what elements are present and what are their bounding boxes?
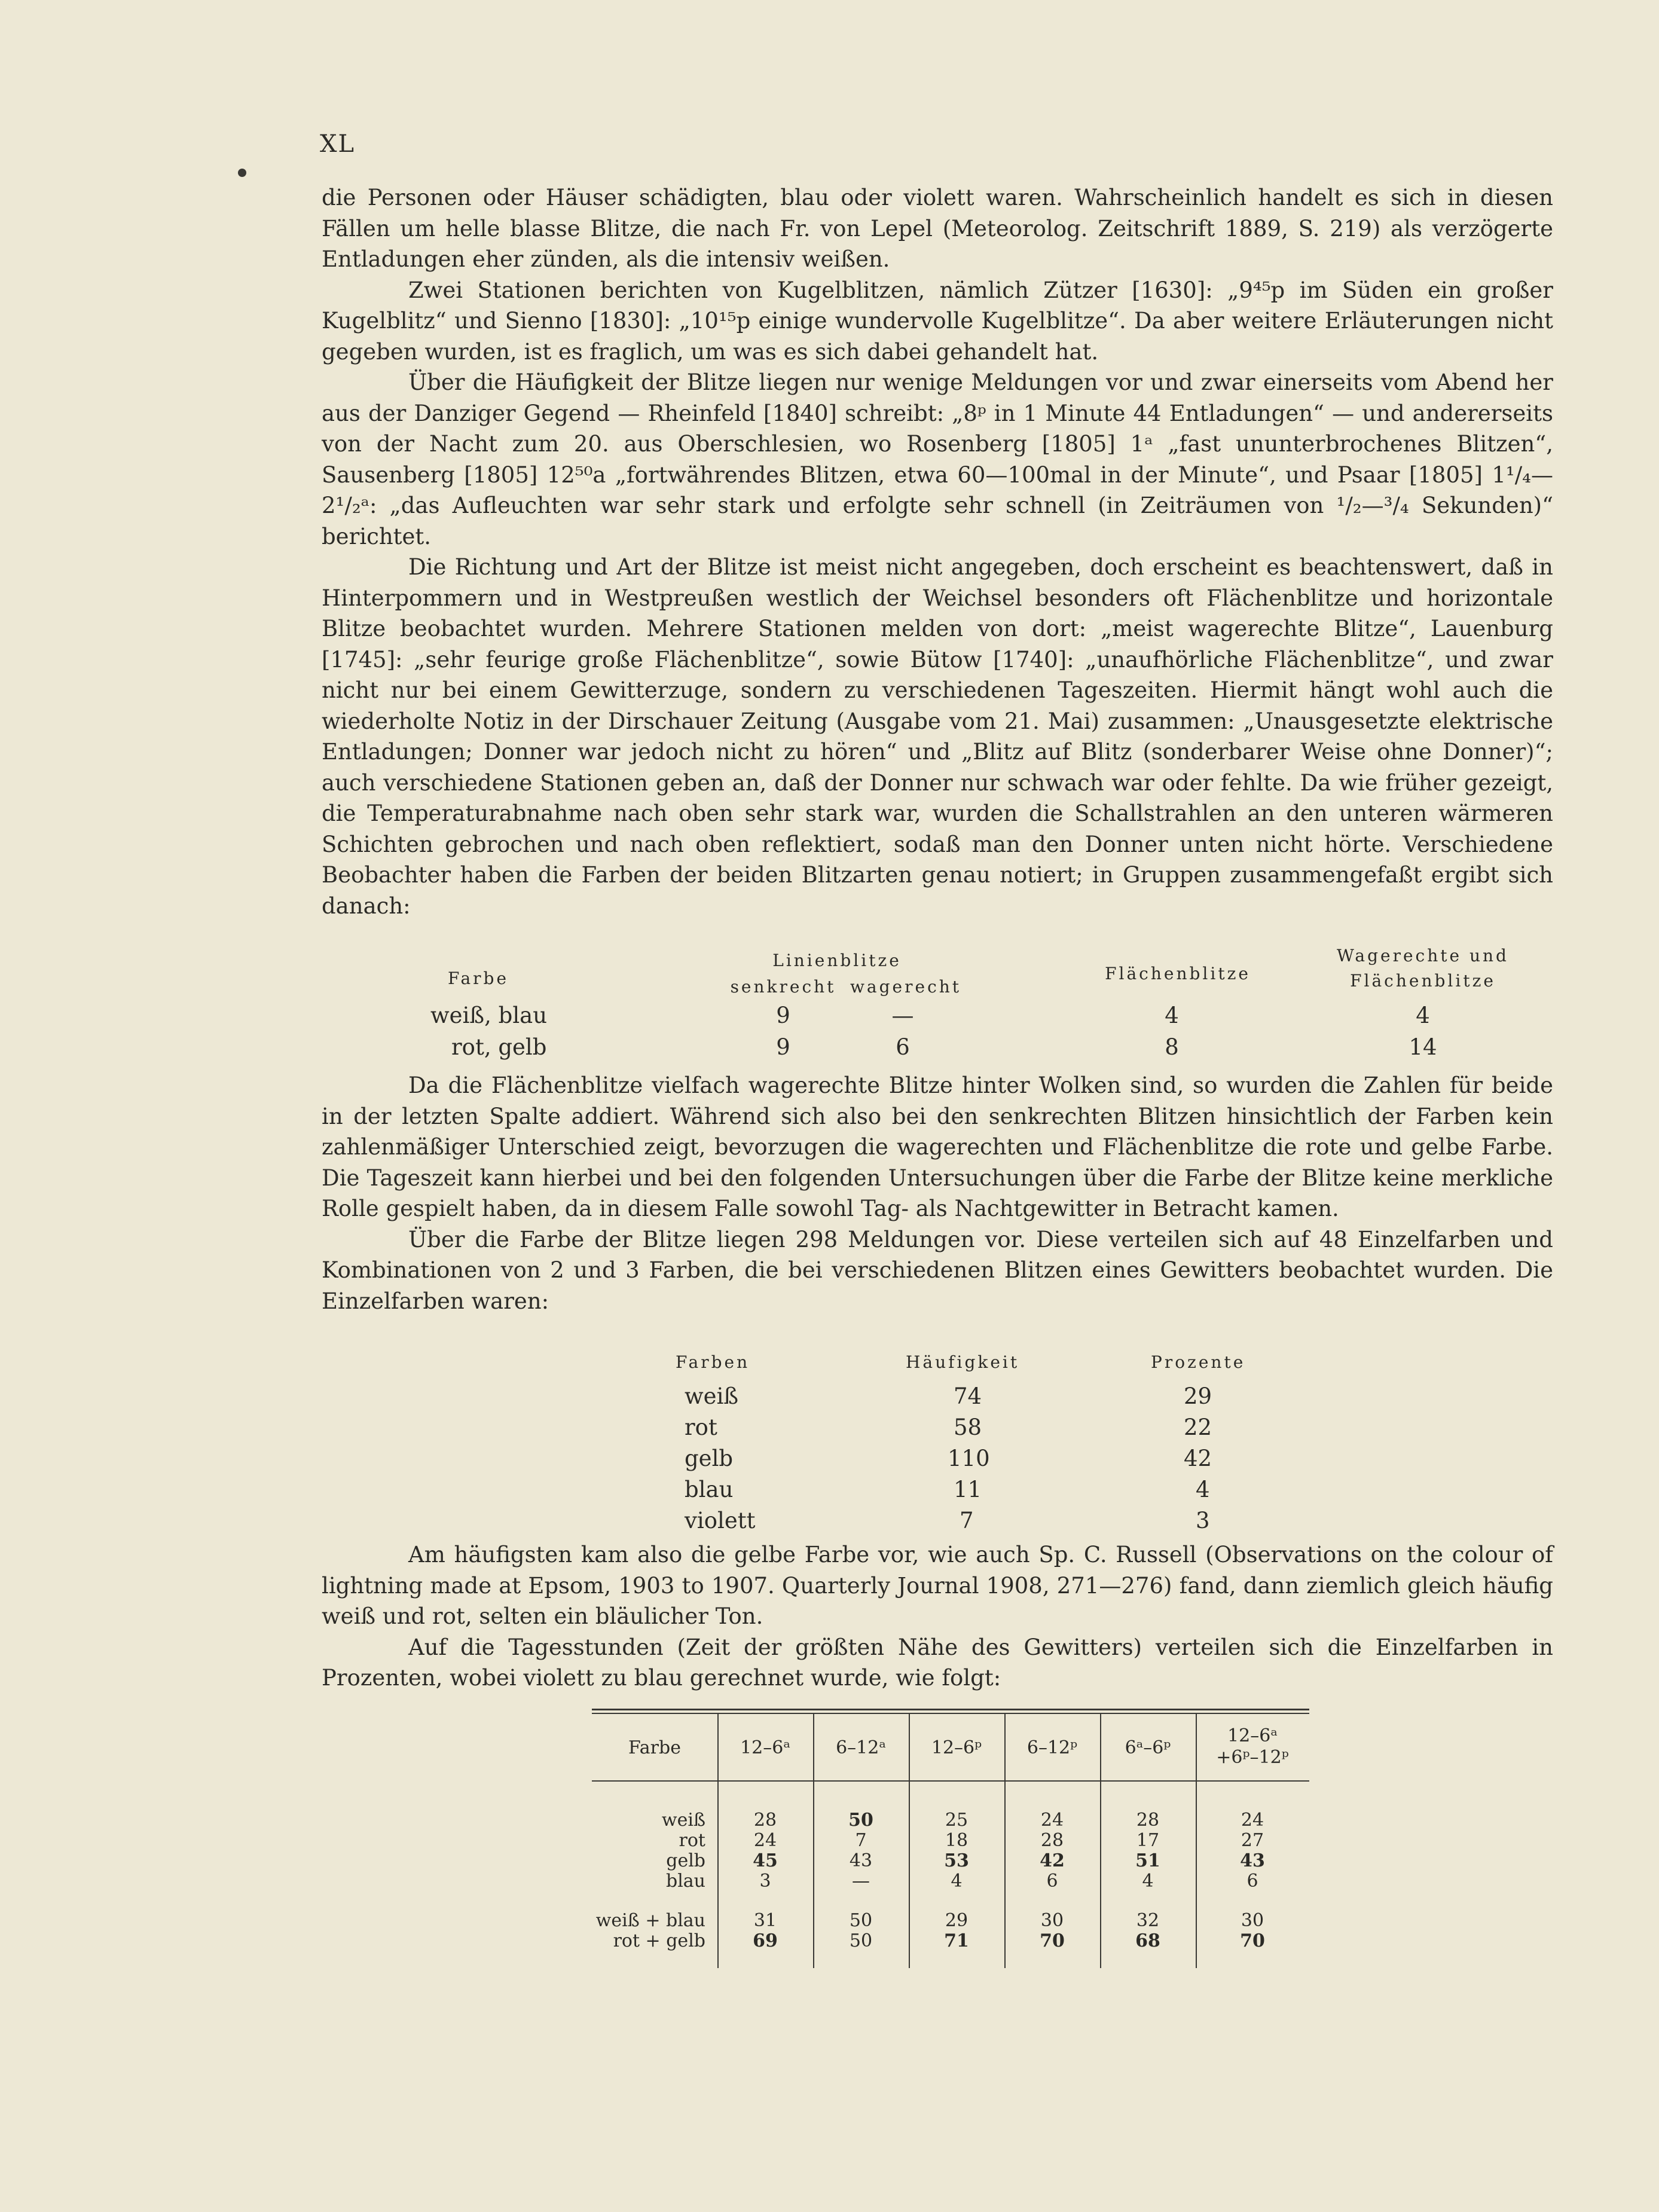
- t2-row5-count: 7: [960, 1508, 974, 1533]
- t2-row4-count: 11: [954, 1477, 982, 1502]
- t3-cell: 24: [753, 1830, 777, 1851]
- t3-header-1: 12–6ᵃ: [740, 1737, 790, 1758]
- t1-header-wagerecht: wagerecht: [850, 977, 962, 997]
- t1-row1-wagerecht: —: [891, 1003, 914, 1028]
- t1-row1-farbe: weiß, blau: [430, 1003, 548, 1028]
- text-block-3: [322, 1539, 1553, 1694]
- t2-row1-pct: 29: [1184, 1383, 1212, 1409]
- t3-cell: 4: [951, 1871, 963, 1892]
- paragraph-8: Auf die Tagesstunden (Zeit der größten Nähe des Gewitters) verteilen sich die Einzelfarben in Prozenten, wobei violett zu blau gerechnet wurde, wie folgt:: [322, 1634, 1553, 1691]
- t3-cell: 42: [1040, 1850, 1065, 1871]
- t3-cell: —: [852, 1871, 870, 1892]
- t3-rule-top-1: [592, 1709, 1309, 1710]
- t3-row-label: rot + gelb: [613, 1930, 705, 1951]
- paragraph-3: Über die Häufigkeit der Blitze liegen nur wenige Meldungen vor und zwar einerseits vom Abend her aus der Danziger Gegend — Rheinfeld [1840] schreibt: „8ᵖ in 1 Minute 44 Entladungen“ — und andererseits von der Nacht zum 20. aus Oberschlesien, wo Rosenberg [1805] 1ᵃ „fast ununterbrochenes Blitzen“, Sausenberg [1805] 12⁵⁰a „fortwährendes Blitzen, etwa 60—100mal in der Minute“, und Psaar [1805] 1¹/₄—2¹/₂ᵃ: „das Aufleuchten war sehr stark und erfolgte sehr schnell (in Zeiträumen von ¹/₂—³/₄ Sekunden)“ berichtet.: [322, 369, 1553, 549]
- t1-header-wager-flaechen-2: Flächenblitze: [1350, 971, 1496, 991]
- t3-cell: 53: [944, 1850, 969, 1871]
- t2-row5-pct: 3: [1196, 1508, 1210, 1533]
- margin-dot: [238, 169, 246, 177]
- table-tagesstunden: [592, 1709, 1309, 1972]
- t1-row2-flaechen: 8: [1165, 1034, 1179, 1060]
- t3-cell: 18: [945, 1830, 968, 1851]
- t3-cell: 50: [848, 1810, 873, 1831]
- t2-row1-count: 74: [954, 1383, 982, 1409]
- t3-cell: 71: [944, 1930, 969, 1951]
- t3-row-label: gelb: [666, 1850, 705, 1871]
- t3-header-5: 6ᵃ–6ᵖ: [1125, 1737, 1171, 1758]
- t3-cell: 50: [849, 1930, 873, 1951]
- t3-header-6a: 12–6ᵃ: [1227, 1725, 1278, 1746]
- t2-row2-pct: 22: [1184, 1414, 1212, 1440]
- t3-cell: 30: [1040, 1910, 1064, 1931]
- t3-cell: 43: [849, 1850, 873, 1871]
- t2-header-prozente: Prozente: [1151, 1352, 1246, 1372]
- t3-row-label: rot: [679, 1830, 705, 1851]
- t3-row-label: weiß: [661, 1810, 705, 1831]
- paragraph-7: Am häufigsten kam also die gelbe Farbe vor, wie auch Sp. C. Russell (Observations on the colour of lightning made at Epsom, 1903 to 1907. Quarterly Journal 1908, 271—276) fand, dann ziemlich gleich häufig weiß und rot, selten ein bläulicher Ton.: [322, 1542, 1553, 1629]
- t3-cell: 3: [759, 1871, 771, 1892]
- t2-row2-count: 58: [954, 1414, 982, 1440]
- t3-header-2: 6–12ᵃ: [836, 1737, 886, 1758]
- t2-row3-count: 110: [948, 1446, 990, 1471]
- t2-row1-farbe: weiß: [685, 1383, 739, 1409]
- t3-cell: 17: [1136, 1830, 1160, 1851]
- t2-header-farben: Farben: [676, 1352, 750, 1372]
- t1-header-linienblitze: Linienblitze: [772, 951, 902, 970]
- t3-header-3: 12–6ᵖ: [931, 1737, 982, 1758]
- t3-header-farbe: Farbe: [628, 1737, 681, 1758]
- t3-cell: 32: [1136, 1910, 1160, 1931]
- t3-header-4: 6–12ᵖ: [1026, 1737, 1078, 1758]
- t2-row4-pct: 4: [1196, 1477, 1210, 1502]
- t3-rule-header: [592, 1780, 1309, 1782]
- t2-row5-farbe: violett: [685, 1508, 756, 1533]
- t1-header-senkrecht: senkrecht: [730, 977, 836, 997]
- t1-row2-senkrecht: 9: [776, 1034, 790, 1060]
- t1-row2-farbe: rot, gelb: [451, 1034, 547, 1060]
- t3-cell: 24: [1241, 1810, 1264, 1831]
- t3-cell: 29: [945, 1910, 968, 1931]
- t3-cell: 70: [1040, 1930, 1065, 1951]
- t2-row2-farbe: rot: [685, 1414, 717, 1440]
- text-block-2: [322, 1070, 1553, 1316]
- t1-row2-sum: 14: [1409, 1034, 1437, 1060]
- t3-cell: 24: [1040, 1810, 1064, 1831]
- t3-cell: 31: [753, 1910, 777, 1931]
- t2-header-haeufigkeit: Häufigkeit: [906, 1352, 1020, 1372]
- t1-row2-wagerecht: 6: [896, 1034, 910, 1060]
- paragraph-4: Die Richtung und Art der Blitze ist meist nicht angegeben, doch erscheint es beachtenswert, daß in Hinterpommern und in Westpreußen westlich der Weichsel besonders oft Flächenblitze und horizontale Blitze beobachtet wurden. Mehrere Stationen melden von dort: „meist wagerechte Blitze“, Lauenburg [1745]: „sehr feurige große Flächenblitze“, sowie Bütow [1740]: „unaufhörliche Flächenblitze“, und zwar nicht nur bei einem Gewitterzuge, sondern zu verschiedenen Tageszeiten. Hiermit hängt wohl auch die wiederholte Notiz in der Dirschauer Zeitung (Ausgabe vom 21. Mai) zusammen: „Unausgesetzte elektrische Entladungen; Donner war jedoch nicht zu hören“ und „Blitz auf Blitz (sonderbarer Weise ohne Donner)“; auch verschiedene Stationen geben an, daß der Donner nur schwach war oder fehlte. Da wie früher gezeigt, die Temperaturabnahme nach oben sehr stark war, wurden die Schallstrahlen an den unteren wärmeren Schichten gebrochen und nach oben reflektiert, sodaß man den Donner unten nicht hörte. Verschiedene Beobachter haben die Farben der beiden Blitzarten genau notiert; in Gruppen zusammengefaßt ergibt sich danach:: [322, 554, 1553, 919]
- t3-cell: 28: [1136, 1810, 1160, 1831]
- t3-header-6b: +6ᵖ–12ᵖ: [1216, 1747, 1289, 1768]
- t3-cell: 30: [1241, 1910, 1264, 1931]
- t3-row-label: weiß + blau: [595, 1910, 705, 1931]
- t3-cell: 28: [753, 1810, 777, 1831]
- t3-rule-top-2: [592, 1713, 1309, 1714]
- t3-cell: 69: [753, 1930, 778, 1951]
- page-number: XL: [320, 130, 356, 158]
- t3-row-label: blau: [665, 1871, 705, 1892]
- paragraph-6: Über die Farbe der Blitze liegen 298 Meldungen vor. Diese verteilen sich auf 48 Einzelfarben und Kombinationen von 2 und 3 Farben, die bei verschiedenen Blitzen eines Gewitters beobachtet wurden. Die Einzelfarben waren:: [322, 1226, 1553, 1314]
- t1-header-farbe: Farbe: [447, 968, 509, 988]
- t3-cell: 7: [855, 1830, 867, 1851]
- t1-header-flaechenblitze: Flächenblitze: [1105, 964, 1251, 983]
- t1-header-wager-flaechen-1: Wagerechte und: [1337, 946, 1509, 966]
- paragraph-2: Zwei Stationen berichten von Kugelblitzen, nämlich Zützer [1630]: „9⁴⁵p im Süden ein großer Kugelblitz“ und Sienno [1830]: „10¹⁵p einige wundervolle Kugelblitze“. Da aber weitere Erläuterungen nicht gegeben wurden, ist es fraglich, um was es sich dabei gehandelt hat.: [322, 277, 1553, 365]
- t1-row1-senkrecht: 9: [776, 1003, 790, 1028]
- t3-cell: 45: [753, 1850, 778, 1871]
- t2-row4-farbe: blau: [685, 1477, 734, 1502]
- t3-cell: 4: [1142, 1871, 1154, 1892]
- t3-cell: 6: [1046, 1871, 1058, 1892]
- paragraph-5: Da die Flächenblitze vielfach wagerechte Blitze hinter Wolken sind, so wurden die Zahlen für beide in der letzten Spalte addiert. Während sich also bei den senkrechten Blitzen hinsichtlich der Farben kein zahlenmäßiger Unterschied zeigt, bevorzugen die wagerechten und Flächenblitze die rote und gelbe Farbe. Die Tageszeit kann hierbei und bei den folgenden Untersuchungen über die Farbe der Blitze keine merkliche Rolle gespielt haben, da in diesem Falle sowohl Tag- als Nachtgewitter in Betracht kamen.: [322, 1073, 1553, 1221]
- t1-row1-flaechen: 4: [1165, 1003, 1179, 1028]
- t3-cell: 43: [1240, 1850, 1265, 1871]
- t1-row1-sum: 4: [1416, 1003, 1430, 1028]
- t3-cell: 28: [1040, 1830, 1064, 1851]
- t2-row3-farbe: gelb: [685, 1446, 734, 1471]
- t3-cell: 70: [1240, 1930, 1265, 1951]
- t3-cell: 51: [1135, 1850, 1160, 1871]
- text-block-1: [322, 182, 1553, 921]
- t2-row3-pct: 42: [1184, 1446, 1212, 1471]
- t3-cell: 27: [1241, 1830, 1264, 1851]
- table-blitzarten: [413, 946, 1548, 1065]
- t3-cell: 50: [849, 1910, 873, 1931]
- t3-cell: 6: [1246, 1871, 1258, 1892]
- t3-cell: 25: [945, 1810, 968, 1831]
- paragraph-1: die Personen oder Häuser schädigten, blau oder violett waren. Wahrscheinlich handelt es sich in diesen Fällen um helle blasse Blitze, die nach Fr. von Lepel (Meteorolog. Zeitschrift 1889, S. 219) als verzögerte Entladungen eher zünden, als die intensiv weißen.: [322, 185, 1553, 272]
- t3-cell: 68: [1135, 1930, 1160, 1951]
